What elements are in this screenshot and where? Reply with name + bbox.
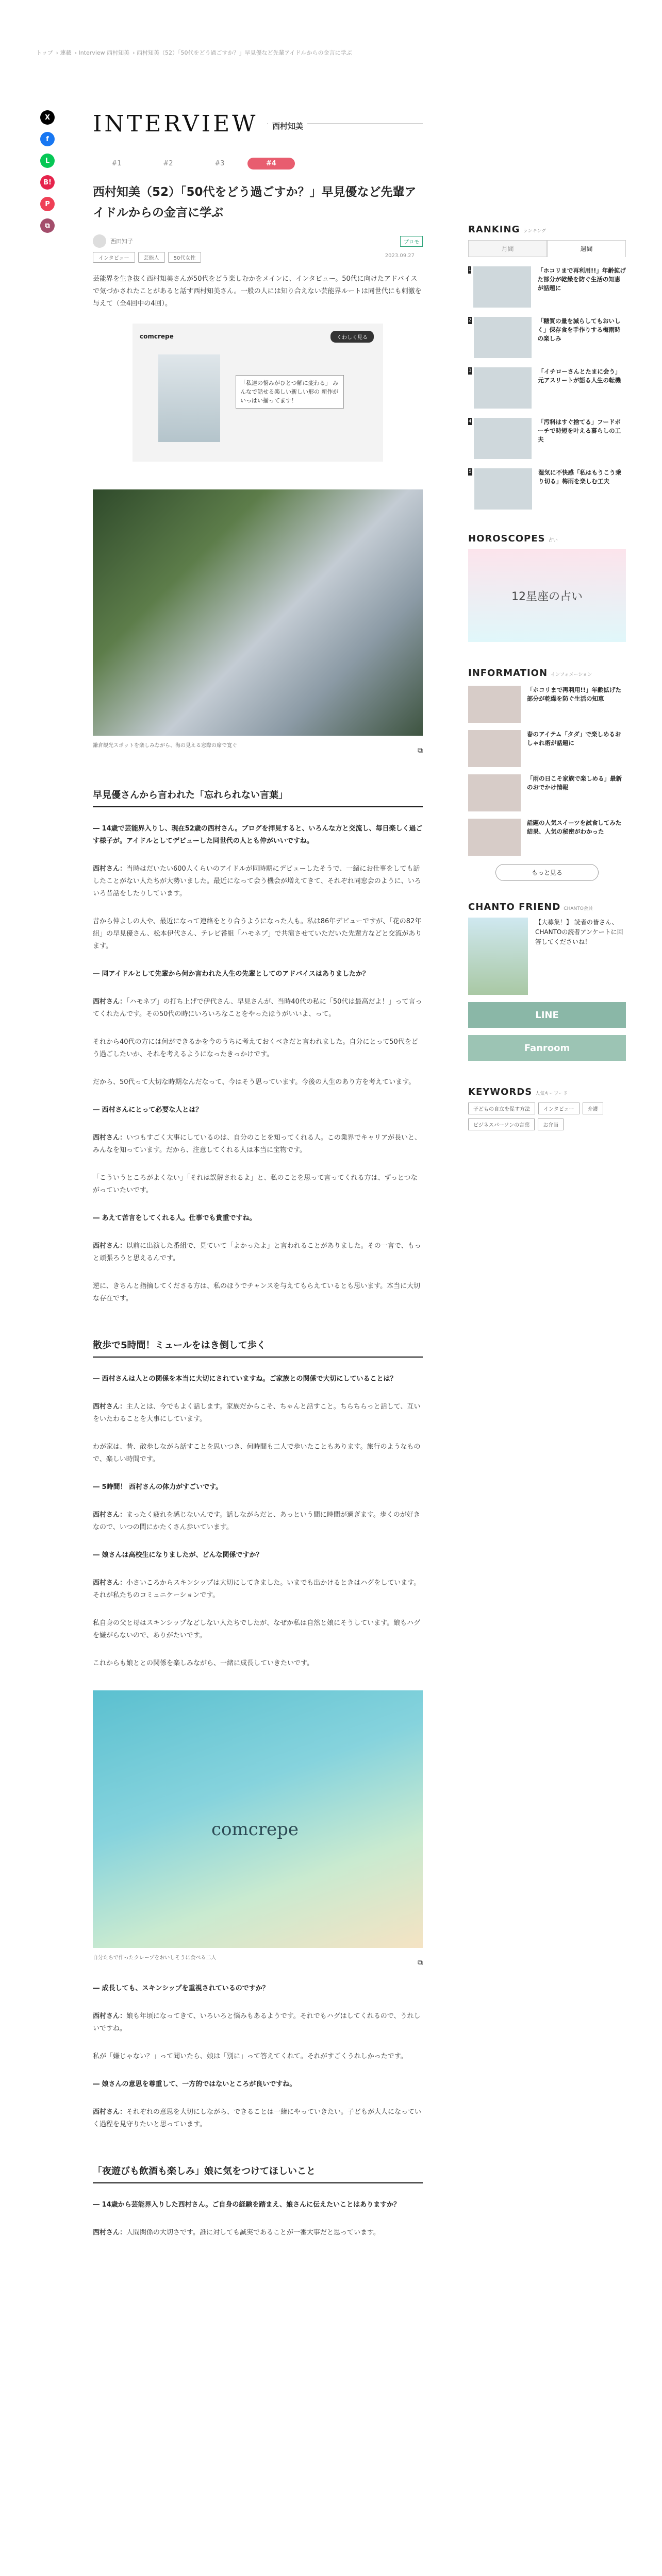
answer-text: 逆に、きちんと指摘してくださる方は、私のほうでチャンスを与えてもらえているとも思います。本当に大切な存在です。 — [93, 1282, 421, 1302]
banner-button[interactable]: くわしく見る — [330, 331, 374, 343]
x-icon[interactable]: X — [40, 110, 55, 125]
information-header — [468, 668, 626, 679]
fanroom-banner[interactable]: Fanroom — [468, 1035, 626, 1061]
answer-text: まったく疲れを感じないんです。話しながらだと、あっという間に時間が過ぎます。歩くのが好きなので、いつの間にかたくさん歩いています。 — [93, 1511, 420, 1531]
answer — [93, 1172, 423, 1197]
series-name: 西村知美 — [268, 121, 307, 131]
ranking-list — [468, 266, 626, 510]
author-avatar — [93, 234, 106, 248]
line-banner[interactable]: LINE — [468, 1002, 626, 1028]
series-title: INTERVIEW — [93, 110, 258, 137]
rank-number: 5 — [469, 469, 472, 474]
question: ― 西村さんにとって必要な人とは？ — [93, 1106, 203, 1114]
ranking-title-text: 湿気に不快感「私はもうこう乗り切る」梅雨を楽しむ工夫 — [538, 469, 621, 485]
tab-monthly[interactable]: 月間 — [468, 240, 547, 257]
ranking-thumbnail — [474, 367, 532, 409]
ranking-thumbnail — [474, 468, 532, 510]
part-tab-4[interactable]: #4 — [247, 158, 295, 170]
hatena-icon[interactable]: B! — [40, 175, 55, 190]
speaker-name: 西村さん： — [93, 865, 127, 873]
information-item[interactable] — [468, 774, 626, 811]
information-item[interactable] — [468, 730, 626, 767]
answer — [93, 2050, 423, 2063]
article-lead: 芸能界を生き抜く西村知美さんが50代をどう楽しむかをメインに、インタビュー。50代に向けたアドバイスで気づかされたことがあると話す西村知美さん。一般の人には知り合えない芸能界ルートは同世代にも刺激を与えて（全4回中の4回）。 — [93, 275, 422, 308]
speaker-name: 西村さん： — [93, 1511, 127, 1519]
author-name[interactable]: 西田知子 — [110, 238, 133, 245]
pocket-icon[interactable]: P — [40, 197, 55, 211]
keywords-sub: 人気キーワード — [535, 1091, 568, 1096]
part-tab-1[interactable]: #1 — [111, 160, 122, 167]
question: ― 成長しても、スキンシップを重視されているのですか？ — [93, 1985, 269, 1992]
horoscope-banner[interactable]: 12星座の占い — [468, 549, 626, 642]
information-title-text: 「雨の日こそ家族で楽しめる」最新のおでかけ情報 — [527, 775, 622, 791]
tag[interactable]: 50代女性 — [168, 252, 202, 263]
chanto-sub: CHANTO会員 — [564, 906, 593, 911]
copy-icon[interactable]: ⧉ — [40, 218, 55, 233]
breadcrumb-item[interactable]: トップ — [36, 49, 53, 56]
answer-text: 小さいころからスキンシップは大切にしてきました。いまでも出かけるときはハグをしています。それが私たちのコミュニケーションです。 — [93, 1579, 421, 1599]
information-title-text: 話題の人気スイーツを試食してみた結果、人気の秘密がわかった — [527, 819, 622, 835]
facebook-icon[interactable]: f — [40, 132, 55, 146]
ranking-thumbnail — [474, 418, 532, 459]
answer-text: 以前に出演した番組で、見ていて「よかったよ」と言われることがありました。その一言で、もっと頑張ろうと思えるんです。 — [93, 1242, 421, 1262]
breadcrumb-item[interactable]: 連載 — [60, 49, 72, 56]
answer — [93, 1132, 423, 1157]
question: ― 5時間！ 西村さんの体力がすごいです。 — [93, 1483, 223, 1491]
share-bar — [40, 110, 55, 240]
speaker-name: 西村さん： — [93, 1579, 127, 1587]
zoom-icon[interactable]: ⧉ — [418, 747, 423, 755]
keyword-tag[interactable]: 介護 — [583, 1103, 603, 1114]
answer — [93, 2106, 423, 2131]
information-thumbnail — [468, 730, 521, 767]
article — [93, 103, 423, 2239]
information-title-text: 「ホコリまで再利用!!」年齢拡げた部分が乾燥を防ぐ生活の知恵 — [527, 686, 621, 702]
answer — [93, 863, 423, 900]
answer — [93, 1617, 423, 1642]
chanto-text: 【大募集！】 読者の皆さん、CHANTOの読者アンケートに回答してくださいね！ — [535, 919, 623, 945]
answer-text: 私自身の父と母はスキンシップなどしない人たちでしたが、なぜか私は自然と娘にそうしています。娘もハグを嫌がらないので、ありがたいです。 — [93, 1619, 421, 1639]
information-item[interactable] — [468, 686, 626, 723]
answer — [93, 1441, 423, 1466]
answer-text: 「こういうところがよくない」「それは誤解されるよ」と、私のことを思って言ってくれる方は、ずっとつながっていたいです。 — [93, 1174, 418, 1194]
answer-text: 娘も年頃になってきて、いろいろと悩みもあるようです。それでもハグはしてくれるので、うれしいですね。 — [93, 2012, 421, 2032]
ranking-thumbnail — [473, 266, 531, 308]
chanto-title: CHANTO FRIEND — [468, 902, 561, 912]
information-title: INFORMATION — [468, 668, 548, 679]
photo-brand-text: comcrepe — [211, 1819, 299, 1840]
section-heading: 「夜遊びも飲酒も楽しみ」娘に気をつけてほしいこと — [93, 2164, 423, 2183]
question: ― 娘さんは高校生になりましたが、どんな関係ですか？ — [93, 1551, 263, 1559]
article-photo[interactable] — [93, 489, 423, 736]
answer-text: 「ハモネプ」の打ち上げで伊代さん、早見さんが、当時40代の私に「50代は最高だよ！」って言ってくれたんです。その50代の時にいろいろなことをやったほうがいいよ、って。 — [93, 998, 422, 1018]
speaker-name: 西村さん： — [93, 1242, 127, 1250]
zoom-icon[interactable]: ⧉ — [418, 1959, 423, 1967]
question: ― 西村さんは人との関係を本当に大切にされていますね。ご家族との関係で大切にしていることは？ — [93, 1375, 397, 1383]
ranking-thumbnail — [474, 317, 532, 358]
ranking-item[interactable] — [468, 367, 626, 409]
information-sub: インフォメーション — [551, 672, 592, 677]
answer — [93, 916, 423, 953]
banner-photo — [158, 354, 220, 442]
keyword-list — [468, 1103, 626, 1134]
photo-caption: 自分たちで作ったクレープをおいしそうに食べる二人 — [93, 1955, 217, 1961]
speaker-name: 西村さん： — [93, 1403, 127, 1411]
answer — [93, 1509, 423, 1534]
sidebar — [468, 224, 626, 1134]
speaker-name: 西村さん： — [93, 1134, 127, 1142]
chanto-header — [468, 902, 626, 912]
interview-header — [93, 103, 423, 144]
article-meta — [93, 234, 423, 248]
ad-banner[interactable] — [133, 324, 383, 462]
answer — [93, 1240, 423, 1265]
ranking-header — [468, 224, 626, 235]
question: ― 娘さんの意思を尊重して、一方的ではないところが良いですね。 — [93, 2080, 296, 2088]
publish-date: 2023.09.27 — [385, 253, 415, 259]
ranking-item[interactable] — [468, 468, 626, 510]
rank-number: 3 — [468, 368, 472, 374]
question: ― 同アイドルとして先輩から何か言われた人生の先輩としてのアドバイスはありましたか？ — [93, 970, 369, 978]
rank-number: 2 — [468, 318, 472, 323]
tab-weekly[interactable]: 週間 — [547, 240, 626, 257]
answer-text: わが家は、昔、散歩しながら話すことを思いつき、何時間も二人で歩いたこともあります。旅行のようなもので、楽しい時間です。 — [93, 1443, 421, 1463]
line-icon[interactable]: L — [40, 154, 55, 168]
ranking-title-text: 「糖質の量を減らしてもおいしく」保存食を手作りする梅雨時の楽しみ — [537, 317, 621, 342]
ranking-title-text: 「汚料はすぐ捨てる」フードポーチで時短を叶える暮らしの工夫 — [538, 418, 621, 443]
article-title: 西村知美（52）「50代をどう過ごすか？」早見優など先輩アイドルからの金言に学ぶ — [93, 185, 417, 219]
ranking-title-text: 「イチローさんとたまに会う」元アスリートが語る人生の転機 — [538, 368, 621, 384]
keyword-tag[interactable]: インタビュー — [538, 1103, 580, 1114]
tag-list — [93, 252, 423, 263]
information-list — [468, 686, 626, 856]
part-tab-3[interactable]: #3 — [214, 160, 225, 167]
answer — [93, 1401, 423, 1426]
answer — [93, 2227, 423, 2239]
breadcrumb-item[interactable]: Interview 西村知美 — [78, 49, 130, 56]
more-button[interactable]: もっと見る — [495, 864, 599, 881]
answer — [93, 2010, 423, 2035]
answer — [93, 1036, 423, 1061]
answer — [93, 1280, 423, 1305]
speaker-name: 西村さん： — [93, 2229, 127, 2236]
answer-text: 主人とは、今でもよく話します。家族だからこそ、ちゃんと話すこと。ちらちらっと話して、互いをいたわることを大事にしています。 — [93, 1403, 421, 1423]
banner-logo: comcrepe — [140, 333, 174, 340]
chanto-image — [468, 918, 528, 995]
keyword-tag[interactable]: お弁当 — [538, 1118, 564, 1130]
question: ― あえて苦言をしてくれる人。仕事でも貴重ですね。 — [93, 1214, 256, 1222]
answer-text: 当時はだいたい600人くらいのアイドルが同時期にデビューしたそうで、一緒にお仕事をしても話したことがない人たちが大勢いました。最近になって会う機会が増えてきて、それぞれ同窓会のように、いろいろ昔話をしたりしています。 — [93, 865, 421, 897]
speaker-name: 西村さん： — [93, 2108, 127, 2116]
horoscopes-title: HOROSCOPES — [468, 533, 545, 544]
article-body — [93, 788, 423, 2239]
question: ― 14歳で芸能界入りし、現在52歳の西村さん。ブログを拝見すると、いろんな方と交流し、毎日楽しく過ごす様子が。アイドルとしてデビューした同世代の人とも仲がいいですね。 — [93, 825, 423, 845]
answer-text: それぞれの意思を大切にしながら、できることは一緒にやっていきたい。子どもが大人になっていく過程を見守りたいと思っています。 — [93, 2108, 422, 2128]
rank-number: 1 — [468, 267, 472, 273]
photo-caption: 鎌倉観光スポットを楽しみながら、海の見える窓際の席で寛ぐ — [93, 743, 237, 749]
answer-text: だから、50代って大切な時期なんだなって、今はそう思っています。今後の人生のあり方を考えています。 — [93, 1078, 416, 1086]
tag[interactable]: インタビュー — [93, 252, 135, 263]
keywords-header — [468, 1087, 626, 1097]
speaker-name: 西村さん： — [93, 2012, 127, 2020]
answer — [93, 1657, 423, 1670]
information-item[interactable] — [468, 819, 626, 856]
keyword-tag[interactable]: 子どもの自立を促す方法 — [468, 1103, 535, 1114]
chanto-card[interactable] — [468, 918, 626, 995]
part-tab-2[interactable]: #2 — [163, 160, 173, 167]
question: ― 14歳から芸能界入りした西村さん。ご自身の経験を踏まえ、娘さんに伝えたいことはありますか？ — [93, 2201, 401, 2209]
answer-text: 人間関係の大切さです。誰に対しても誠実であることが一番大事だと思っています。 — [126, 2229, 380, 2236]
breadcrumb: トップ › 連載 › Interview 西村知美 › 西村知美（52）「50代をどう過ごすか？」早見優など先輩アイドルからの金言に学ぶ — [36, 49, 352, 56]
information-title-text: 春のアイテム「タダ」で楽しめるおしゃれ術が話題に — [527, 731, 621, 747]
pr-badge: プロモ — [400, 236, 423, 247]
tag[interactable]: 芸能人 — [138, 252, 165, 263]
information-thumbnail — [468, 774, 521, 811]
answer-text: いつもすごく大事にしているのは、自分のことを知ってくれる人。この業界でキャリアが長いと、みんなを知っています。だから、注意してくれる人は本当に宝物です。 — [93, 1134, 422, 1154]
horoscopes-sub: 占い — [548, 538, 558, 543]
answer-text: 私が「嫌じゃない？」って聞いたら、娘は「別に」って答えてくれて。それがすごくうれしかったです。 — [93, 2053, 407, 2060]
article-photo[interactable] — [93, 1690, 423, 1948]
section-heading: 早見優さんから言われた「忘れられない言葉」 — [93, 788, 423, 807]
rank-number: 4 — [468, 419, 472, 424]
answer — [93, 1076, 423, 1089]
section-heading: 散歩で5時間！ミュールをはき倒して歩く — [93, 1338, 423, 1358]
answer-text: これからも娘ととの関係を楽しみながら、一緒に成長していきたいです。 — [93, 1659, 313, 1667]
ranking-item[interactable] — [468, 266, 626, 308]
ranking-tabs — [468, 240, 626, 257]
ranking-item[interactable] — [468, 317, 626, 358]
information-thumbnail — [468, 819, 521, 856]
information-thumbnail — [468, 686, 521, 723]
speaker-name: 西村さん： — [93, 998, 127, 1006]
part-nav — [93, 158, 423, 170]
answer — [93, 1577, 423, 1602]
ranking-title-text: 「ホコリまで再利用!!」年齢拡げた部分が乾燥を防ぐ生活の知恵が話題に — [537, 267, 626, 292]
ranking-sub: ランキング — [523, 229, 547, 234]
keywords-title: KEYWORDS — [468, 1087, 533, 1097]
banner-text: 「私達の悩みがひとつ解に変わる」 みんなで話せる楽しい新しい形の 新作がいっぱい揃ってます！ — [236, 375, 344, 409]
answer-text: それから40代の方には何ができるかを今のうちに考えておくべきだと言われました。自分にとって50代をどう過ごしたいか、それを考えるようになったきっかけです。 — [93, 1038, 418, 1058]
ranking-item[interactable] — [468, 418, 626, 459]
keyword-tag[interactable]: ビジネスパーソンの言葉 — [468, 1118, 535, 1130]
horoscopes-header — [468, 533, 626, 544]
breadcrumb-item: 西村知美（52）「50代をどう過ごすか？」早見優など先輩アイドルからの金言に学ぶ — [137, 49, 352, 56]
answer — [93, 996, 423, 1021]
answer-text: 昔から仲よしの人や、最近になって連絡をとり合うようになった人も。私は86年デビューですが、「花の82年組」の早見優さん、松本伊代さん、テレビ番組「ハモネプ」で共演させていただいた先輩方などと交流があります。 — [93, 918, 422, 950]
ranking-title: RANKING — [468, 224, 520, 235]
